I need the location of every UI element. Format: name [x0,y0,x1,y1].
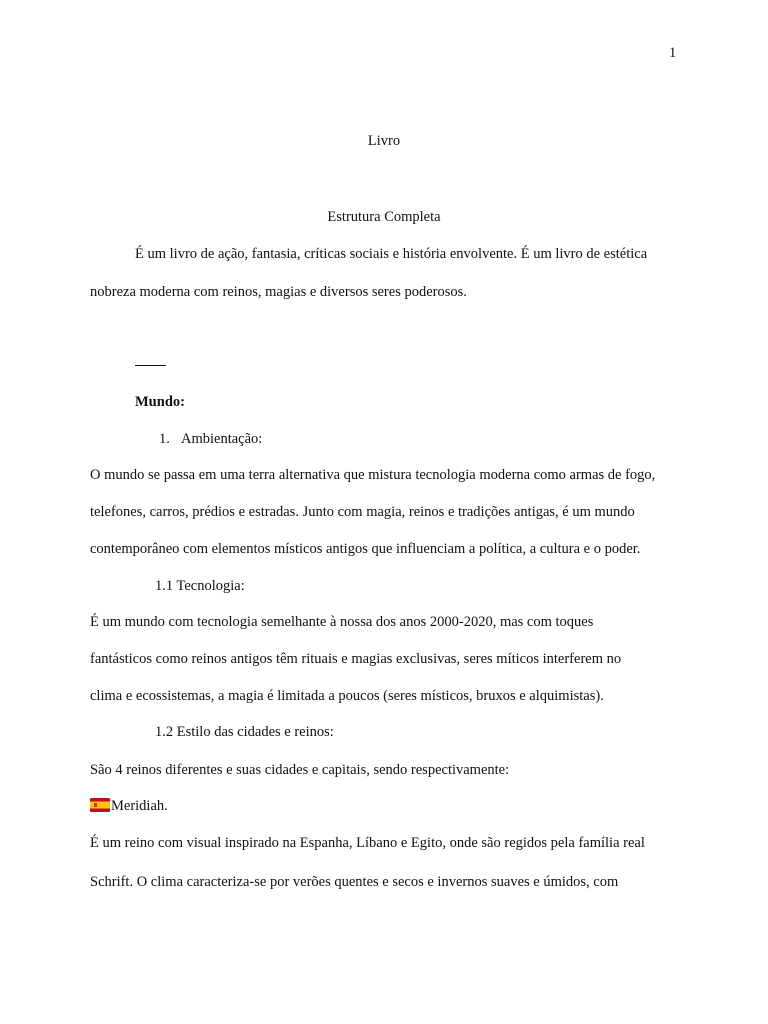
page-number: 1 [669,45,677,61]
section-heading-mundo: Mundo: [135,394,185,410]
intro-line-1: É um livro de ação, fantasia, críticas sociais e história envolvente. É um livro de estética [135,246,648,262]
kingdom-entry-meridiah [90,797,168,815]
separator-rule [135,365,166,366]
ambientacao-line-1: O mundo se passa em uma terra alternativa que mistura tecnologia moderna como armas de fogo, [90,467,656,483]
document-subtitle: Estrutura Completa [327,209,441,225]
tecnologia-line-1: É um mundo com tecnologia semelhante à nossa dos anos 2000-2020, mas com toques [90,614,594,630]
intro-line-2: nobreza moderna com reinos, magias e diversos seres poderosos. [90,284,467,300]
tecnologia-line-2: fantásticos como reinos antigos têm rituais e magias exclusivas, seres míticos interferem no [90,651,622,667]
ambientacao-line-3: contemporâneo com elementos místicos antigos que influenciam a política, a cultura e o poder. [90,541,641,557]
kingdom-name: Meridiah. [111,798,168,814]
list-item-label: Ambientação: [181,431,263,447]
subsection-tecnologia: 1.1 Tecnologia: [155,578,245,594]
document-title: Livro [367,133,401,149]
list-item-number: 1. [159,431,170,447]
reinos-intro: São 4 reinos diferentes e suas cidades e capitais, sendo respectivamente: [90,762,510,778]
tecnologia-line-3: clima e ecossistemas, a magia é limitada a poucos (seres místicos, bruxos e alquimistas). [90,688,604,704]
meridiah-line-1: É um reino com visual inspirado na Espanha, Líbano e Egito, onde são regidos pela família real [90,835,645,851]
subsection-estilo: 1.2 Estilo das cidades e reinos: [155,724,334,740]
ambientacao-line-2: telefones, carros, prédios e estradas. Junto com magia, reinos e tradições antigas, é um mundo [90,504,635,520]
meridiah-line-2: Schrift. O clima caracteriza-se por verões quentes e secos e invernos suaves e úmidos, com [90,874,619,890]
spain-flag-icon [90,798,110,812]
